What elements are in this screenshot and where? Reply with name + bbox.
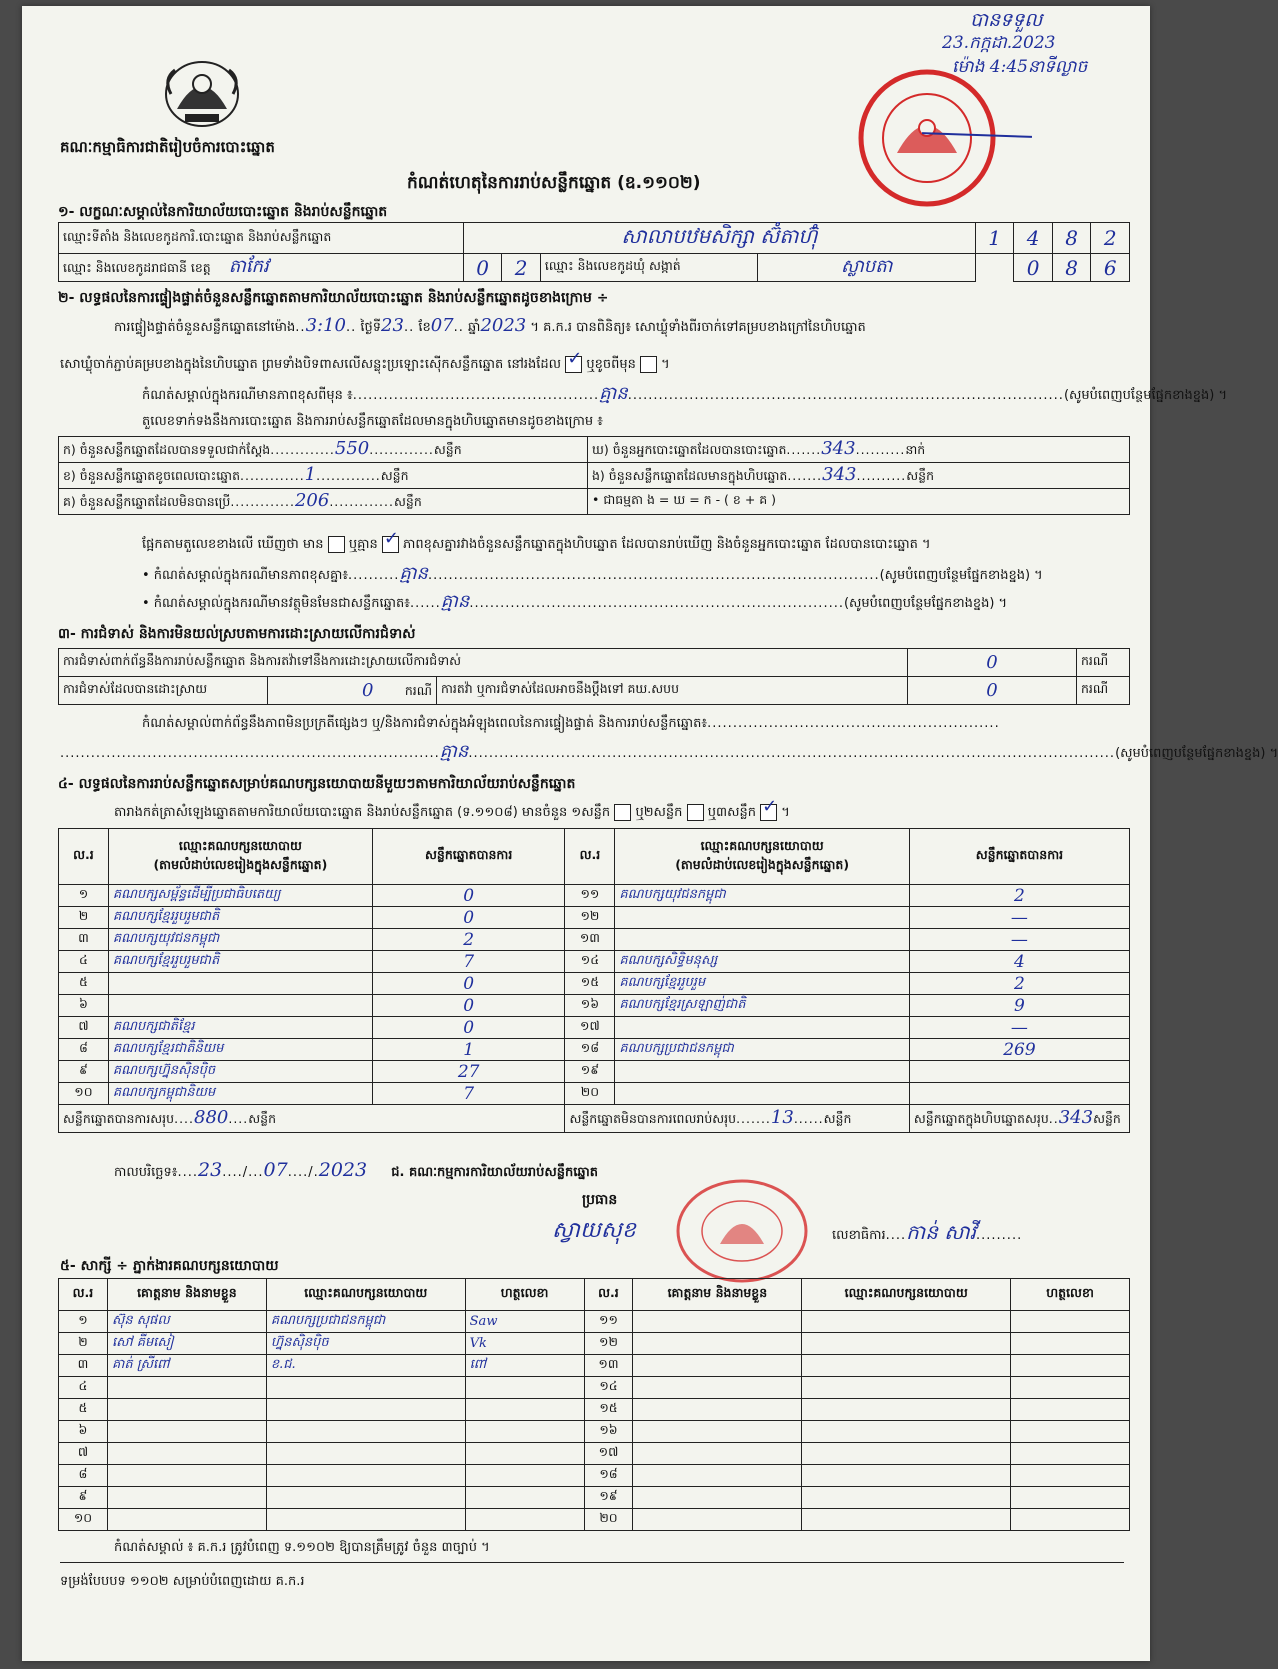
section3-table [58, 648, 1130, 705]
result-no: ២ [59, 907, 109, 929]
result-no: ១៧ [565, 1017, 615, 1039]
witness-empty-cell [1011, 1509, 1130, 1531]
receipt-note-line2: 23.កក្កដា.2023 [942, 33, 1056, 53]
commune-value: ស្លាបតា [758, 254, 976, 282]
result-party [615, 1017, 910, 1039]
seal-note-line: កំណត់សម្គាល់ក្នុងករណីមានភាពខុសពីមុន ៖................................................គ្មាន.....................................................................................(សូមបំពេញបន្ថែមផ្នែកខាងខ្នង) ។ [142, 383, 1228, 404]
witness-sign [465, 1421, 584, 1443]
witness-empty-cell [802, 1487, 1011, 1509]
footnote: កំណត់សម្គាល់ ៖ គ.ក.រ ត្រូវបំពេញ ទ.១១០២ ឱ្យបានត្រឹមត្រូវ ចំនួន ៣ច្បាប់ ។ [114, 1540, 490, 1555]
seal-intact-checkbox[interactable] [565, 356, 582, 373]
witness-empty-cell [1011, 1443, 1130, 1465]
counts-table [58, 436, 1130, 515]
result-party: គណបក្សខ្មែររួបរួមជាតិ [108, 951, 372, 973]
location-code-digit: 1 [975, 223, 1014, 254]
col-no: ល.រ [565, 829, 615, 885]
witness-sign [465, 1399, 584, 1421]
col-party: ឈ្មោះគណបក្សនយោបាយ (តាមលំដាប់លេខរៀងក្នុងសន្លឹកឆ្នោត) [615, 829, 910, 885]
witness-empty-cell [1011, 1399, 1130, 1421]
col-party: ឈ្មោះគណបក្សនយោបាយ (តាមលំដាប់លេខរៀងក្នុងសន្លឹកឆ្នោត) [108, 829, 372, 885]
result-votes: 0 [372, 995, 565, 1017]
witness-empty-cell [802, 1377, 1011, 1399]
witness-party [266, 1443, 465, 1465]
results-row [59, 1039, 1130, 1061]
result-no: ១៤ [565, 951, 615, 973]
resolved-unit: ករណី [404, 683, 432, 698]
count-right-label: ឃ) ចំនួនអ្នកបោះឆ្នោតដែលបានបោះឆ្នោត [592, 442, 787, 457]
result-party [615, 1083, 910, 1105]
official-stamp [852, 68, 1002, 208]
result-no: ១៣ [565, 929, 615, 951]
witness-name [107, 1399, 266, 1421]
committee-stamp [672, 1176, 812, 1286]
witness-empty-cell [802, 1311, 1011, 1333]
witness-no: ២០ [584, 1509, 633, 1531]
witness-party [266, 1465, 465, 1487]
witness-empty-cell [633, 1465, 802, 1487]
result-party: គណបក្សខ្មែរស្រឡាញ់ជាតិ [615, 995, 910, 1017]
col-votes: សន្លឹកឆ្នោតបានការ [372, 829, 565, 885]
count-right-label: ង) ចំនួនសន្លឹកឆ្នោតដែលមានក្នុងហិបឆ្នោត [592, 468, 788, 483]
witness-no: ១៣ [584, 1355, 633, 1377]
result-no: ៩ [59, 1061, 109, 1083]
result-votes [909, 1083, 1129, 1105]
footer-divider [60, 1562, 1124, 1563]
witness-row [59, 1377, 1130, 1399]
witness-no: ៣ [59, 1355, 108, 1377]
result-no: ១០ [59, 1083, 109, 1105]
witness-no: ២ [59, 1333, 108, 1355]
col-no: ល.រ [59, 829, 109, 885]
result-votes: — [909, 929, 1129, 951]
witness-sign [465, 1465, 584, 1487]
witness-sign [465, 1443, 584, 1465]
total-invalid-cell: សន្លឹកឆ្នោតមិនបានការពេលរាប់សរុប.......13......សន្លឹក [565, 1105, 909, 1133]
total-box-value: 343 [1058, 1107, 1094, 1128]
witness-no: ១២ [584, 1333, 633, 1355]
witness-no: ១៨ [584, 1465, 633, 1487]
result-party: គណបក្សយុវជនកម្ពុជា [615, 885, 910, 907]
result-party [615, 907, 910, 929]
witness-no: ៧ [59, 1443, 108, 1465]
witness-empty-cell [1011, 1465, 1130, 1487]
result-no: ៦ [59, 995, 109, 1017]
witness-name [107, 1421, 266, 1443]
witness-row [59, 1465, 1130, 1487]
witness-no: ១៦ [584, 1421, 633, 1443]
total-box-cell: សន្លឹកឆ្នោតក្នុងហិបឆ្នោតសរុប..343សន្លឹក [909, 1105, 1129, 1133]
results-row [59, 973, 1130, 995]
result-party [615, 1061, 910, 1083]
tally-2sheet-checkbox[interactable] [687, 804, 704, 821]
result-no: ៧ [59, 1017, 109, 1039]
tally-3sheet-checkbox[interactable] [760, 804, 777, 821]
witness-no: ១៧ [584, 1443, 633, 1465]
witness-name [107, 1509, 266, 1531]
witness-no: ៤ [59, 1377, 108, 1399]
witness-empty-cell [802, 1355, 1011, 1377]
result-no: ១៦ [565, 995, 615, 1017]
witness-empty-cell [1011, 1311, 1130, 1333]
seal-broken-checkbox[interactable] [640, 356, 657, 373]
verification-line2: សោឃ្លុំចាក់ភ្ជាប់គម្របខាងក្នុងនៃហិបឆ្នោត ព្រមទាំងបិទពាសលើសន្លុះប្រឡោះស៊ើកសន្លឹកឆ្នោត នៅរងដែល ✓ ឬខូចពីមុន ។ [60, 356, 670, 373]
result-no: ៤ [59, 951, 109, 973]
witness-row [59, 1333, 1130, 1355]
witness-row [59, 1421, 1130, 1443]
result-party: គណបក្សហ្វ៊ុនស៊ិនប៉ិច [108, 1061, 372, 1083]
col-no: ល.រ [584, 1279, 633, 1311]
result-party: គណបក្សខ្មែរជាតិនិយម [108, 1039, 372, 1061]
result-party: គណបក្សកម្ពុជានិយម [108, 1083, 372, 1105]
witness-empty-cell [802, 1465, 1011, 1487]
province-cell [59, 254, 464, 282]
col-party: ឈ្មោះគណបក្សនយោបាយ [802, 1279, 1011, 1311]
result-votes: 7 [372, 1083, 565, 1105]
result-votes: 1 [372, 1039, 565, 1061]
province-label: ឈ្មោះ និងលេខកូដរាជធានី ខេត្ត [63, 260, 211, 275]
result-no: ៣ [59, 929, 109, 951]
witness-empty-cell [633, 1311, 802, 1333]
chair-signature: ស្វាយសុខ [552, 1218, 636, 1243]
witness-party [266, 1421, 465, 1443]
results-row [59, 1061, 1130, 1083]
count-left-cell: ក) ចំនួនសន្លឹកឆ្នោតដែលបានទទួលជាក់ស្តែង.............550.............សន្លឹក [59, 437, 588, 463]
witness-empty-cell [633, 1421, 802, 1443]
org-name: គណៈកម្មាធិការជាតិរៀបចំការបោះឆ្នោត [60, 138, 275, 156]
count-right-label: • ជាធម្មតា ង = ឃ = ក - ( ខ + គ ) [592, 492, 777, 507]
witness-empty-cell [802, 1421, 1011, 1443]
commune-code-digit: 8 [1052, 254, 1091, 282]
count-right-value: 343 [821, 438, 856, 459]
results-row [59, 885, 1130, 907]
result-no: ១៩ [565, 1061, 615, 1083]
form-page [22, 6, 1278, 1661]
witness-row [59, 1399, 1130, 1421]
witness-row [59, 1443, 1130, 1465]
resolved-value: 0 [362, 680, 374, 701]
result-party [108, 973, 372, 995]
appeal-value: 0 [908, 677, 1077, 705]
result-party: គណបក្សយុវជនកម្ពុជា [108, 929, 372, 951]
count-left-unit: សន្លឹក [433, 442, 462, 457]
count-right-cell [588, 489, 1130, 515]
date-line: កាលបរិច្ឆេទ៖....23..../...07..../.2023 ជ. គណៈកម្មការការិយាល័យរាប់សន្លឹកឆ្នោត [114, 1159, 598, 1181]
witness-empty-cell [802, 1509, 1011, 1531]
witness-no: ៦ [59, 1421, 108, 1443]
counts-row [59, 489, 1130, 515]
col-sign: ហត្ថលេខា [465, 1279, 584, 1311]
witness-name [107, 1465, 266, 1487]
verification-line1: ការផ្ទៀងផ្ទាត់ចំនួនសន្លឹកឆ្នោតនៅម៉ោង..3:10.. ថ្ងៃទី23.. ខែ07.. ឆ្នាំ2023 ។ គ.ក.រ បានពិនិត្យ៖ សោឃ្លុំទាំងពីរចាក់ទៅគម្របខាងក្រៅនៃហិបឆ្នោត [114, 315, 866, 336]
tally-sheet-line: តារាងកត់ត្រាសំឡេងឆ្នោតតាមការិយាល័យបោះឆ្នោត និងរាប់សន្លឹកឆ្នោត (ទ.១១០៨) មានចំនួន ១សន្លឹក ឬ២សន្លឹក ឬ៣សន្លឹក ✓ ។ [114, 804, 790, 821]
witness-name [107, 1377, 266, 1399]
witness-name: សៅ គីមសៀ [107, 1333, 266, 1355]
witness-party: គណបក្សប្រជាជនកម្ពុជា [266, 1311, 465, 1333]
count-left-label: គ) ចំនួនសន្លឹកឆ្នោតដែលមិនបានប្រើ [63, 494, 231, 509]
irregularity-note-line: ..........................................................................គ្មាន..............................................................................................................................(សូមបំពេញបន្ថែមផ្នែកខាងខ្នង) ។ [60, 741, 1278, 762]
witness-empty-cell [633, 1333, 802, 1355]
witness-party [266, 1487, 465, 1509]
discrepancy-no-checkbox[interactable] [382, 536, 399, 553]
count-right-value: 343 [822, 464, 857, 485]
result-votes: 2 [372, 929, 565, 951]
irregularity-note-label: កំណត់សម្គាល់ពាក់ព័ន្ធនឹងភាពមិនប្រក្រតីផ្សេងៗ ឬ/និងការជំទាស់ក្នុងអំឡុងពេលនៃការផ្ទៀងផ្ទាត់ និងការរាប់សន្លឹកឆ្នោត៖......................................................... [142, 716, 1000, 731]
result-votes: 0 [372, 885, 565, 907]
result-votes: 7 [372, 951, 565, 973]
section4-heading: ៤- លទ្ធផលនៃការរាប់សន្លឹកឆ្នោតសម្រាប់គណបក្សនយោបាយនីមួយៗតាមការិយាល័យរាប់សន្លឹកឆ្នោត [58, 776, 576, 792]
bullet-discrepancy-note: • កំណត់សម្គាល់ក្នុងករណីមានភាពខុសគ្នា៖..........គ្មាន........................................................................................(សូមបំពេញបន្ថែមផ្នែកខាងខ្នង) ។ [142, 563, 1043, 584]
witness-no: ១៥ [584, 1399, 633, 1421]
location-code-digit: 8 [1052, 223, 1091, 254]
witness-empty-cell [1011, 1421, 1130, 1443]
result-no: ១៨ [565, 1039, 615, 1061]
result-party: គណបក្សសម្ព័ន្ធដើម្បីប្រជាធិបតេយ្យ [108, 885, 372, 907]
witness-empty-cell [633, 1487, 802, 1509]
result-party [615, 929, 910, 951]
witness-party: ខ.ជ. [266, 1355, 465, 1377]
count-right-unit: នាក់ [905, 442, 926, 457]
witness-party [266, 1377, 465, 1399]
receipt-note-line1: បានទទួល [970, 9, 1043, 31]
result-party: គណបក្សប្រជាជនកម្ពុជា [615, 1039, 910, 1061]
witness-row [59, 1509, 1130, 1531]
resolved-cell [268, 677, 437, 705]
count-left-cell: ខ) ចំនួនសន្លឹកឆ្នោតខូចពេលបោះឆ្នោត.............1.............សន្លឹក [59, 463, 588, 489]
results-row [59, 907, 1130, 929]
witness-row [59, 1311, 1130, 1333]
location-value: សាលាបឋមសិក្សា ស៊ំតាហ៊ុំ [463, 223, 975, 254]
witness-empty-cell [633, 1399, 802, 1421]
total-valid-cell: សន្លឹកឆ្នោតបានការសរុប....880....សន្លឹក [59, 1105, 565, 1133]
witness-name: ស៊ុន សុផល [107, 1311, 266, 1333]
result-party: គណបក្សជាតិខ្មែរ [108, 1017, 372, 1039]
resolved-label: ការជំទាស់ដែលបានដោះស្រាយ [59, 677, 268, 705]
witness-no: ៩ [59, 1487, 108, 1509]
col-party: ឈ្មោះគណបក្សនយោបាយ [266, 1279, 465, 1311]
appeal-unit: ករណី [1077, 677, 1130, 705]
result-no: ១៥ [565, 973, 615, 995]
col-name: គោត្តនាម និងនាមខ្លួន [107, 1279, 266, 1311]
count-right-cell: ឃ) ចំនួនអ្នកបោះឆ្នោតដែលបានបោះឆ្នោត.......343..........នាក់ [588, 437, 1130, 463]
witness-table [58, 1278, 1130, 1531]
results-table [58, 828, 1130, 1133]
witness-empty-cell [633, 1355, 802, 1377]
results-row [59, 1083, 1130, 1105]
witness-name [107, 1487, 266, 1509]
witness-no: ៥ [59, 1399, 108, 1421]
total-invalid-value: 13 [770, 1107, 794, 1128]
result-votes: 0 [372, 973, 565, 995]
count-left-label: ក) ចំនួនសន្លឹកឆ្នោតដែលបានទទួលជាក់ស្តែង [63, 442, 271, 457]
discrepancy-yes-checkbox[interactable] [328, 536, 345, 553]
witness-empty-cell [802, 1443, 1011, 1465]
province-value: តាកែវ [228, 256, 269, 277]
witness-empty-cell [1011, 1333, 1130, 1355]
result-votes: 9 [909, 995, 1129, 1017]
total-valid-value: 880 [194, 1107, 229, 1128]
location-label: ឈ្មោះទីតាំង និងលេខកូដការិ.បោះឆ្នោត និងរាប់សន្លឹកឆ្នោត [59, 223, 464, 254]
results-row [59, 1017, 1130, 1039]
result-votes: 0 [372, 907, 565, 929]
witness-sign: ពៅ [465, 1355, 584, 1377]
witness-no: ១១ [584, 1311, 633, 1333]
counts-row [59, 463, 1130, 489]
witness-empty-cell [802, 1399, 1011, 1421]
secretary-signature: កាន់ សាវី [906, 1220, 977, 1244]
count-left-value: 1 [304, 464, 317, 485]
witness-sign [465, 1487, 584, 1509]
col-name: គោត្តនាម និងនាមខ្លួន [633, 1279, 802, 1311]
result-no: ១១ [565, 885, 615, 907]
result-no: ២០ [565, 1083, 615, 1105]
witness-empty-cell [802, 1333, 1011, 1355]
bottom-note: ទម្រង់បែបបទ ១១០២ សម្រាប់បំពេញដោយ គ.ក.រ [60, 1574, 305, 1589]
result-party: គណបក្សខ្មែររួបរួមជាតិ [108, 907, 372, 929]
result-votes: — [909, 907, 1129, 929]
witness-sign: Vk [465, 1333, 584, 1355]
witness-party [266, 1509, 465, 1531]
results-row [59, 995, 1130, 1017]
result-votes: 2 [909, 973, 1129, 995]
appeal-label: ការតវ៉ា ឬការជំទាស់ដែលអាចនឹងប្តឹងទៅ គឃ.សបប [437, 677, 908, 705]
witness-no: ១ [59, 1311, 108, 1333]
col-votes: សន្លឹកឆ្នោតបានការ [909, 829, 1129, 885]
witness-empty-cell [633, 1377, 802, 1399]
counts-row [59, 437, 1130, 463]
witness-no: ១៩ [584, 1487, 633, 1509]
commune-label: ឈ្មោះ និងលេខកូដឃុំ សង្កាត់ [540, 254, 758, 282]
count-left-unit: សន្លឹក [393, 494, 422, 509]
receipt-note-line3: ម៉ោង 4:45នាទីល្ងាច [952, 57, 1088, 77]
col-no: ល.រ [59, 1279, 108, 1311]
result-no: ១ [59, 885, 109, 907]
result-votes: 269 [909, 1039, 1129, 1061]
witness-sign: Saw [465, 1311, 584, 1333]
result-votes [909, 1061, 1129, 1083]
province-code-digit: 2 [502, 254, 541, 282]
chair-label: ប្រធាន [582, 1192, 618, 1208]
witness-name [107, 1443, 266, 1465]
witness-empty-cell [1011, 1487, 1130, 1509]
result-votes: 4 [909, 951, 1129, 973]
results-row [59, 951, 1130, 973]
result-votes: 2 [909, 885, 1129, 907]
col-sign: ហត្ថលេខា [1011, 1279, 1130, 1311]
result-votes: 0 [372, 1017, 565, 1039]
witness-no: ៨ [59, 1465, 108, 1487]
objection-value: 0 [908, 649, 1077, 677]
section2-heading: ២- លទ្ធផលនៃការផ្ទៀងផ្ទាត់ចំនួនសន្លឹកឆ្នោតតាមការិយាល័យបោះឆ្នោត និងរាប់សន្លឹកឆ្នោតដូចខាងក្រោម ÷ [58, 290, 609, 306]
count-left-label: ខ) ចំនួនសន្លឹកឆ្នោតខូចពេលបោះឆ្នោត [63, 468, 241, 483]
commune-code-digit: 6 [1091, 254, 1130, 282]
count-left-unit: សន្លឹក [380, 468, 409, 483]
witness-row [59, 1355, 1130, 1377]
secretary-cell: លេខាធិការ....កាន់ សាវី......... [832, 1220, 1023, 1244]
count-left-cell: គ) ចំនួនសន្លឹកឆ្នោតដែលមិនបានប្រើ.............206.............សន្លឹក [59, 489, 588, 515]
location-code-digit: 4 [1014, 223, 1053, 254]
result-no: ៥ [59, 973, 109, 995]
witness-name: គាត់ ស្រីពៅ [107, 1355, 266, 1377]
form-title: កំណត់ហេតុនៃការរាប់សន្លឹកឆ្នោត (ឧ.១១០២) [407, 173, 701, 193]
result-votes: 27 [372, 1061, 565, 1083]
witness-no: ១០ [59, 1509, 108, 1531]
objection-label: ការជំទាស់ពាក់ព័ន្ធនឹងការរាប់សន្លឹកឆ្នោត និងការតវ៉ាទៅនឹងការដោះស្រាយលើការជំទាស់ [59, 649, 908, 677]
emblem-logo [157, 54, 247, 132]
count-right-cell: ង) ចំនួនសន្លឹកឆ្នោតដែលមានក្នុងហិបឆ្នោត.......343..........សន្លឹក [588, 463, 1130, 489]
count-left-value: 206 [294, 490, 330, 511]
commune-code-digit: 0 [1014, 254, 1053, 282]
results-row [59, 929, 1130, 951]
witness-empty-cell [1011, 1355, 1130, 1377]
count-left-value: 550 [334, 438, 370, 459]
tally-1sheet-checkbox[interactable] [614, 804, 631, 821]
witness-sign [465, 1377, 584, 1399]
section5-heading: ៥- សាក្សី ÷ ភ្នាក់ងារគណបក្សនយោបាយ [60, 1258, 279, 1274]
witness-no: ១៤ [584, 1377, 633, 1399]
section1-table [58, 222, 1130, 282]
count-right-unit: សន្លឹក [906, 468, 935, 483]
result-party: គណបក្សខ្មែររួបរួម [615, 973, 910, 995]
bullet-object-note: • កំណត់សម្គាល់ក្នុងករណីមានវត្ថុមិនមែនជាសន្លឹកឆ្នោត៖......គ្មាន.........................................................................(សូមបំពេញបន្ថែមផ្នែកខាងខ្នង) ។ [142, 591, 1008, 612]
location-code-digit: 2 [1091, 223, 1130, 254]
result-no: ១២ [565, 907, 615, 929]
witness-empty-cell [1011, 1377, 1130, 1399]
discrepancy-line: ផ្អែកតាមតួលេខខាងលើ ឃើញថា មាន ឬគ្មាន ✓ ភាពខុសគ្នារវាងចំនួនសន្លឹកឆ្នោតក្នុងហិបឆ្នោត ដែលបានរាប់ឃើញ និងចំនួនអ្នកបោះឆ្នោត ដែលបានបោះឆ្នោត ។ [142, 536, 931, 553]
result-no: ៨ [59, 1039, 109, 1061]
witness-row [59, 1487, 1130, 1509]
witness-empty-cell [633, 1443, 802, 1465]
objection-unit: ករណី [1077, 649, 1130, 677]
result-votes: — [909, 1017, 1129, 1039]
witness-empty-cell [633, 1509, 802, 1531]
province-code-digit: 0 [463, 254, 502, 282]
witness-party: ហ្វ៊ុនស៊ិនប៉ិច [266, 1333, 465, 1355]
section3-heading: ៣- ការជំទាស់ និងការមិនយល់ស្របតាមការដោះស្រាយលើការជំទាស់ [58, 626, 416, 642]
result-party [108, 995, 372, 1017]
witness-party [266, 1399, 465, 1421]
witness-sign [465, 1509, 584, 1531]
result-party: គណបក្សសិទ្ធិមនុស្ស [615, 951, 910, 973]
section1-heading: ១- លក្ខណៈសម្គាល់នៃការិយាល័យបោះឆ្នោត និងរាប់សន្លឹកឆ្នោត [58, 204, 388, 220]
counts-subheading: តួលេខទាក់ទងនឹងការបោះឆ្នោត និងការរាប់សន្លឹកឆ្នោតដែលមានក្នុងហិបឆ្នោតមានដូចខាងក្រោម ៖ [142, 414, 603, 429]
